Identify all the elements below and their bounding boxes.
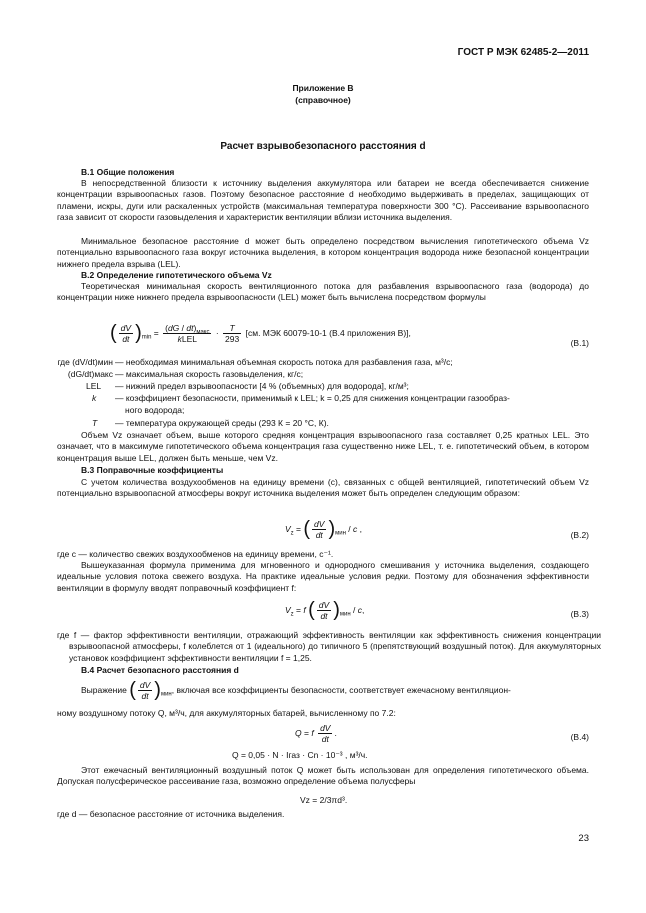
section-b2-paragraph-1: Теоретическая минимальная скорость вентиляционного потока для разбавления взрывоопасного газа (водорода) до концентрации ниже нижнего предела взрывоопасности (LEL) может быть вычислена посредством формулы [57, 281, 589, 303]
section-b4-paragraph-1-cont: ному воздушному потоку Q, м³/ч, для аккумуляторных батарей, вычисленному по 7.2: [57, 708, 396, 718]
section-b4-expression-line: Выражение ( $\frac{dV}{dt}$ )$_{мин}$, включая все коэффициенты безопасности, соответствует ежечасному вентиляцион- [81, 678, 511, 701]
definition-term: k [92, 393, 97, 403]
formula-q: Q = 0,05 · N · Iгаз · Cn · 10⁻³ , м³/ч. [232, 750, 368, 760]
section-b4-expression-text: , включая все коэффициенты безопасности, соответствует ежечасному вентиляцион- [171, 684, 511, 695]
formula-b2: $V_z$ = ( $\frac{dV}{dt}$ )$_{мин}$ / c , [285, 517, 362, 540]
section-b4-paragraph-2: Этот ежечасный вентиляционный воздушный поток Q может быть использован для определения гипотетического объема. Допуская полусферическое рассеивание газа, возможно определение объема полусферы [57, 765, 589, 787]
formula-vz: Vz = 2/3πd³. [300, 795, 348, 805]
section-b3-where-f: где f — фактор эффективности вентиляции, отражающий эффективность вентиляции как эффективность снижения концентрации взрывоопасной атмосферы, f колеблется от 1 (идеального) до типичного 5 (препятствующий воздушный поток). Для аккумуляторных установок коэффициент эффективности вентиляции f = 1,25. [57, 630, 601, 663]
formula-b4-number: (В.4) [570, 732, 589, 742]
section-b4-heading: В.4 Расчет безопасного расстояния d [81, 665, 239, 675]
definition-desc: ного водорода; [125, 405, 185, 415]
definition-desc: — необходимая минимальная объемная скорость потока для разбавления газа, м³/с; [115, 357, 453, 367]
definition-term: (dG/dt)макс [67, 369, 113, 379]
section-b4-where-d: где d — безопасное расстояние от источника выделения. [57, 809, 285, 819]
appendix-subtitle: (справочное) [295, 95, 351, 105]
definition-term: LEL [86, 381, 102, 391]
section-b3-paragraph-1: С учетом количества воздухообменов на единицу времени (с), связанных с общей вентиляцией, гипотетический объем Vz потенциально взрывоопасной атмосферы вокруг источника выделения может быть определен следующим образом: [57, 477, 589, 499]
definition-term: где (dV/dt)мин [57, 357, 113, 367]
section-b2-paragraph-2: Объем Vz означает объем, выше которого средняя концентрация взрывоопасного газа составляет 0,25 кратных LEL. Это означает, что в максимуме гипотетического объема концентрация газа существенно ниже LEL, т. е. гипотетический объем, в котором концентрация выше LEL, должен быть меньше, чем Vz. [57, 430, 589, 463]
formula-b2-number: (В.2) [570, 530, 589, 540]
definition-desc: — нижний предел взрывоопасности [4 % (объемных) для водорода], кг/м³; [115, 381, 409, 391]
page-number: 23 [578, 833, 589, 844]
section-b3-where-c: где с — количество свежих воздухообменов на единицу времени, с⁻¹. [57, 549, 334, 559]
appendix-title: Приложение В [292, 83, 354, 93]
formula-b1-number: (В.1) [570, 338, 589, 348]
formula-b4: Q = f $\frac{dV}{dt}$ . [295, 723, 337, 744]
section-b2-heading: В.2 Определение гипотетического объема Vz [81, 270, 272, 280]
formula-b3-number: (В.3) [570, 609, 589, 619]
section-b4-expression-label: Выражение [81, 684, 127, 695]
formula-b1-reference: [см. МЭК 60079-10-1 (В.4 приложения В)], [245, 327, 411, 338]
section-b1-paragraph-2: Минимальное безопасное расстояние d может быть определено посредством вычисления гипотетического объема Vz потенциально взрывоопасного газа вокруг источника выделения, в котором концентрация водорода ниже безопасной концентрации нижнего предела взрыва (LEL). [57, 236, 589, 269]
section-b1-paragraph-1: В непосредственной близости к источнику выделения аккумулятора или батареи не всегда обеспечивается снижение концентрации взрывоопасных газов. Поэтому безопасное расстояние d необходимо выдерживать в пределах, защищающих от пламени, искры, дуги или раскаленных устройств (максимальная температура поверхности 300 °С). Рассеивание взрывоопасного газа зависит от скорости газовыделения и характеристик вентиляции вблизи источника выделения. [57, 178, 589, 223]
standard-header: ГОСТ Р МЭК 62485-2—2011 [457, 47, 589, 58]
definition-desc: — коэффициент безопасности, применимый к LEL; k = 0,25 для снижения концентрации газообраз- [115, 393, 510, 403]
definition-desc: — температура окружающей среды (293 К = 20 °С, К). [115, 418, 329, 428]
definition-desc: — максимальная скорость газовыделения, кг/с; [115, 369, 304, 379]
main-title: Расчет взрывобезопасного расстояния d [220, 141, 426, 152]
formula-b3: $V_z = f$ ( $\frac{dV}{dt}$ )$_{мин}$ / c, [285, 598, 365, 621]
definition-term: T [92, 418, 98, 428]
formula-b1: ( $\frac{dV}{dt}$ )$_{min}$ = $\frac{(dG / dt)_{макс}}{\text{kLEL}}$ · $\frac{T}{293}$ [см. МЭК 60079-10-1 (В.4 приложения В)], [110, 321, 411, 344]
section-b1-heading: В.1 Общие положения [81, 167, 175, 177]
section-b3-heading: В.3 Поправочные коэффициенты [81, 465, 224, 475]
section-b3-paragraph-2: Вышеуказанная формула применима для мгновенного и однородного смешивания у источника выделения, создающего идеальные условия потока свежего воздуха. На практике идеальные условия редки. Поэтому для обозначения эффективности вентиляции в формулу вводят поправочный коэффициент f: [57, 560, 589, 593]
